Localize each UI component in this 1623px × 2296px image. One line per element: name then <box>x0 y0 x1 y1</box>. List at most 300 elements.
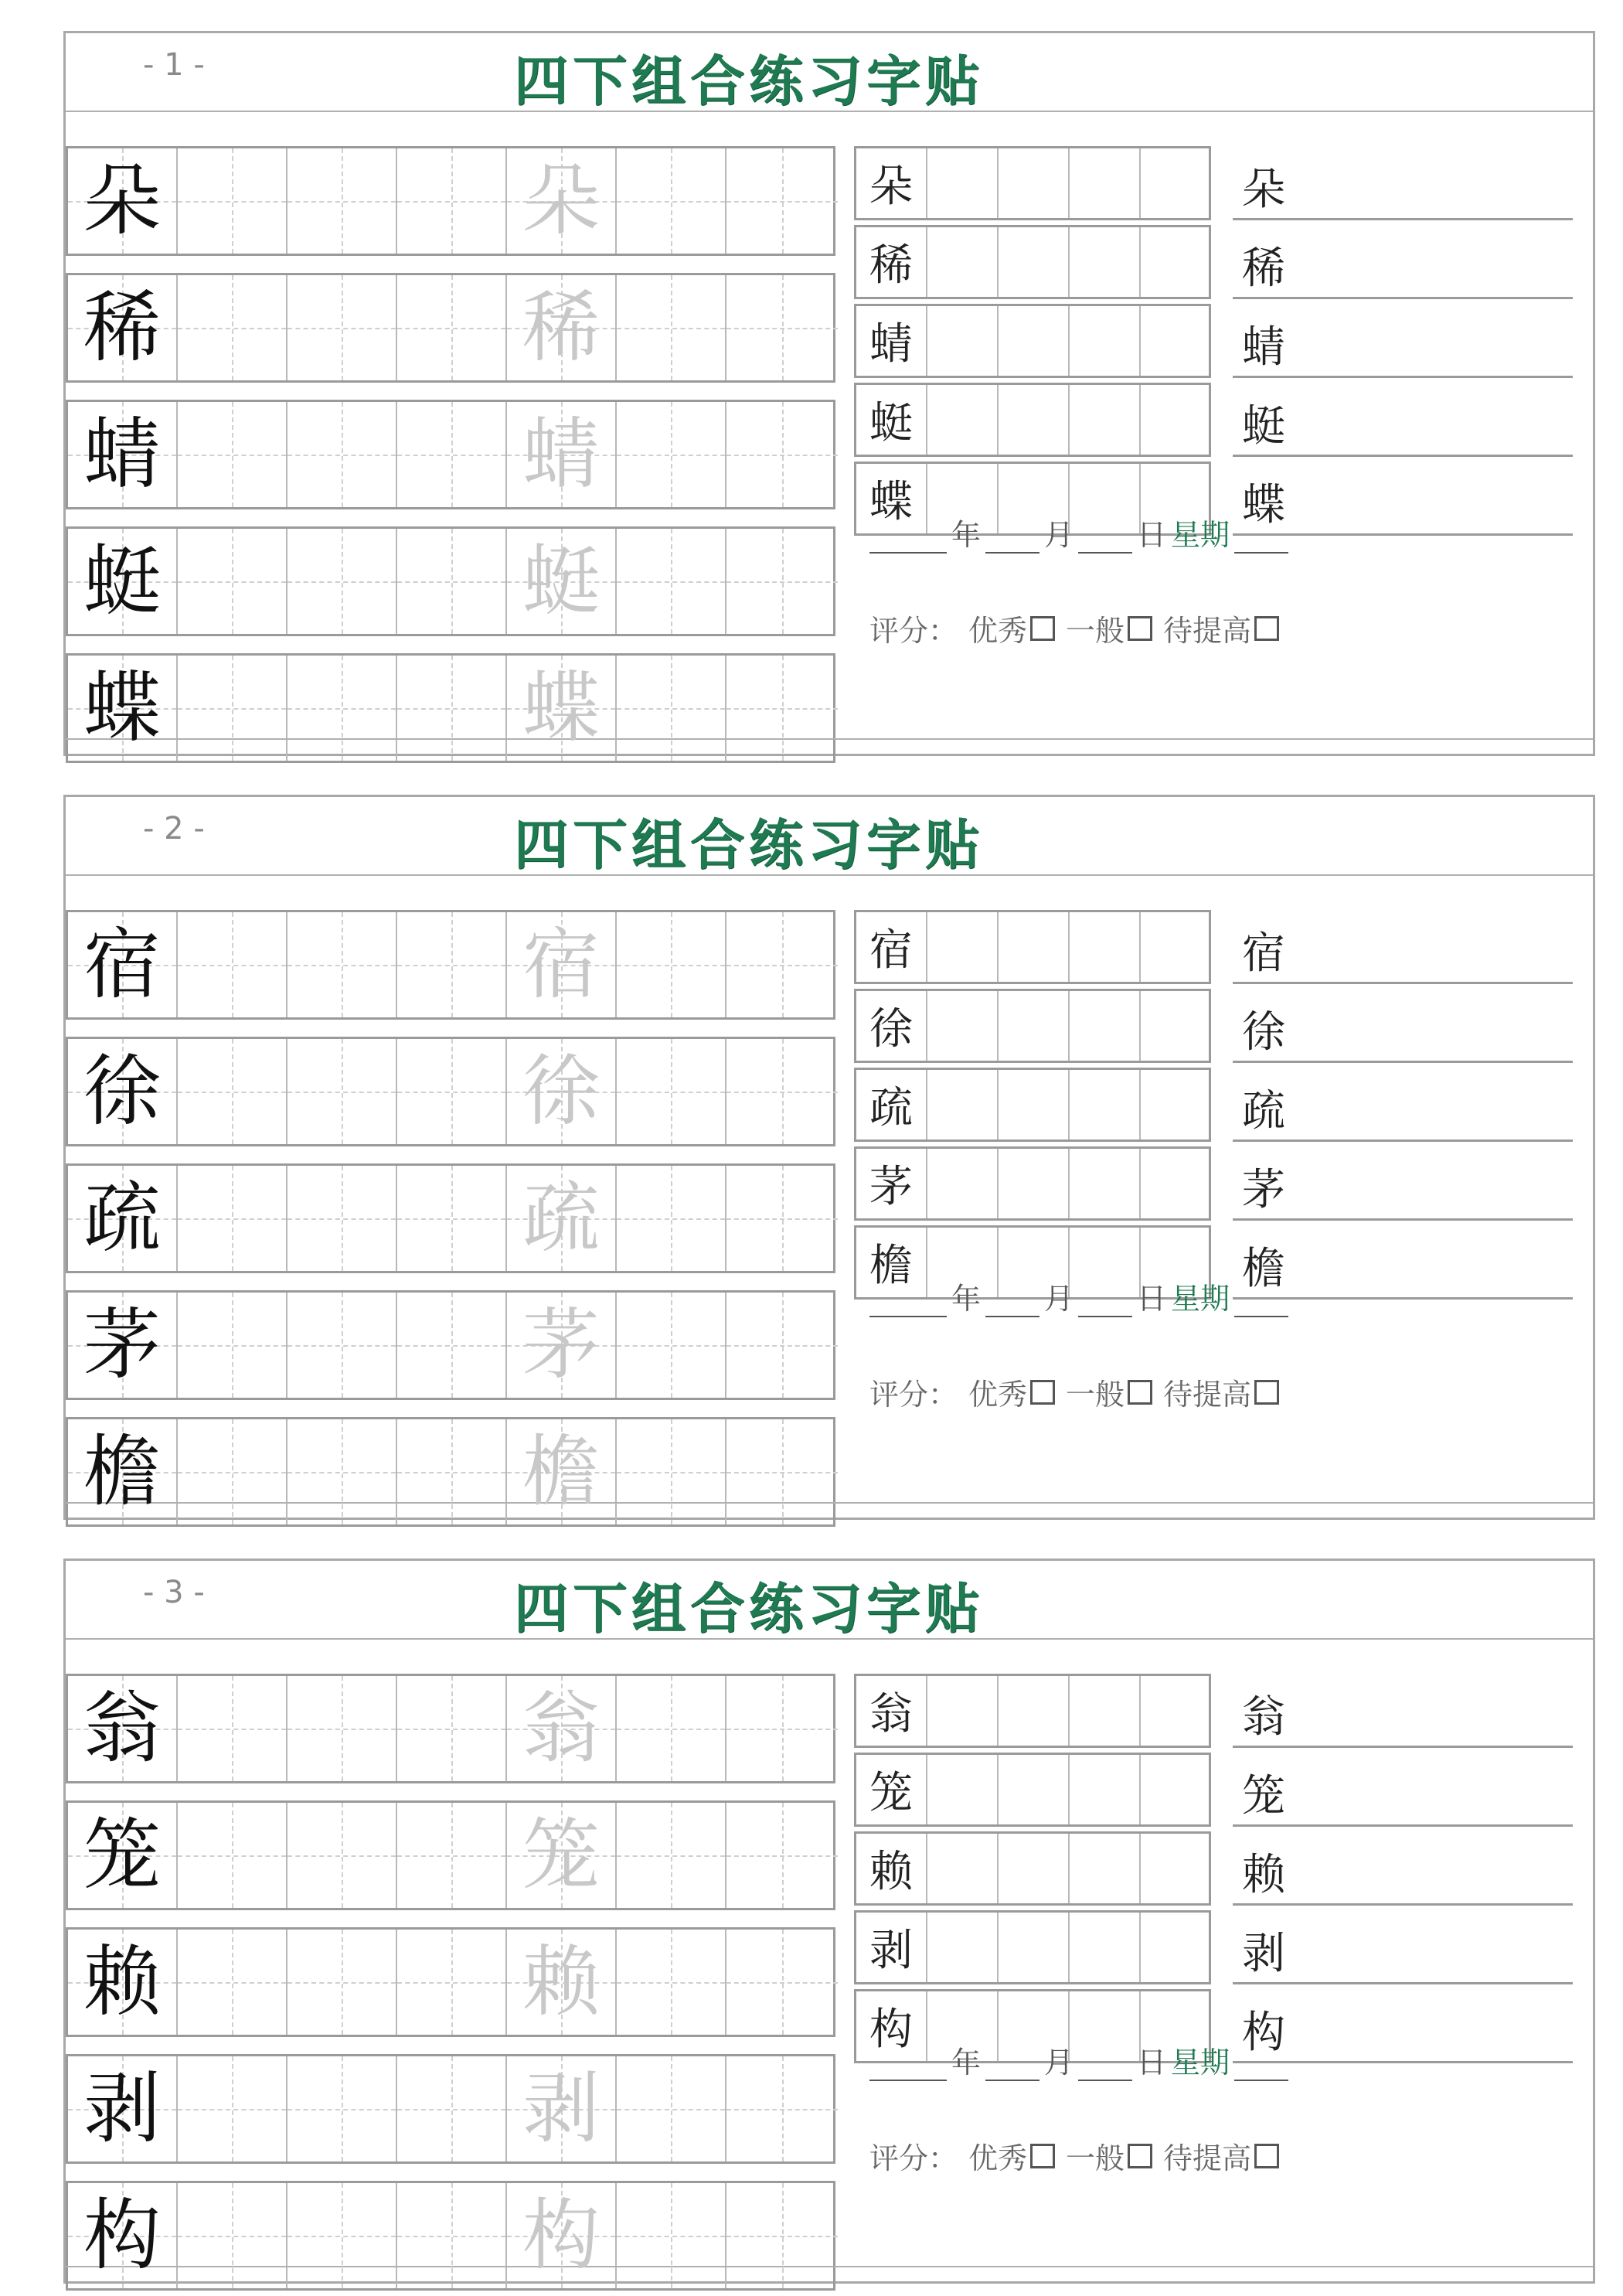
writing-cell[interactable] <box>617 1930 726 2035</box>
writing-cell[interactable] <box>288 402 397 507</box>
model-char: 剥 <box>83 2063 161 2154</box>
small-writing-cell[interactable] <box>927 991 999 1061</box>
model-char-cell <box>68 912 178 1017</box>
writing-cell[interactable] <box>617 1676 726 1781</box>
writing-cell[interactable] <box>397 275 507 380</box>
writing-cell[interactable] <box>726 912 838 1017</box>
copy-char: 蝶 <box>1242 480 1285 530</box>
small-writing-cell[interactable] <box>999 912 1070 982</box>
header-divider <box>66 874 1593 876</box>
rating-row <box>869 2134 1279 2177</box>
trace-char: 宿 <box>522 919 600 1010</box>
small-writing-cell[interactable] <box>1141 1149 1212 1218</box>
copy-char: 赖 <box>1242 1850 1285 1900</box>
writing-cell[interactable] <box>288 275 397 380</box>
small-writing-cell[interactable] <box>927 1834 999 1903</box>
model-char-cell <box>68 2056 178 2161</box>
small-writing-cell[interactable] <box>999 1149 1070 1218</box>
writing-cell[interactable] <box>397 2056 507 2161</box>
writing-cell[interactable] <box>617 148 726 254</box>
small-writing-cell[interactable] <box>1070 385 1141 455</box>
writing-cell[interactable] <box>726 275 838 380</box>
trace-char: 构 <box>522 2190 600 2281</box>
rating-option-average <box>1066 2134 1152 2177</box>
writing-cell[interactable] <box>288 2183 397 2288</box>
trace-char-cell <box>507 656 617 761</box>
trace-char: 疏 <box>522 1173 600 1263</box>
practice-sheet <box>63 31 1595 756</box>
writing-cell[interactable] <box>726 402 838 507</box>
model-char-cell <box>68 2183 178 2288</box>
model-char: 蜓 <box>83 536 161 626</box>
small-model-char: 剥 <box>869 1926 913 1976</box>
small-writing-cell[interactable] <box>1070 1676 1141 1746</box>
writing-cell[interactable] <box>397 1930 507 2035</box>
month-blank[interactable] <box>985 1285 1039 1317</box>
year-label: 年 <box>951 2046 982 2080</box>
copy-char: 疏 <box>1242 1086 1285 1136</box>
day-blank[interactable] <box>1078 521 1132 554</box>
writing-cell[interactable] <box>726 1930 838 2035</box>
checkbox-improve[interactable] <box>1254 1380 1279 1405</box>
model-char-cell <box>68 1930 178 2035</box>
writing-cell[interactable] <box>397 1676 507 1781</box>
trace-char-cell <box>507 1930 617 2035</box>
large-practice-row <box>66 1163 835 1273</box>
copy-char: 构 <box>1242 2008 1285 2058</box>
rating-label-average: 一般 <box>1066 614 1125 648</box>
rating-label-excellent: 优秀 <box>968 2141 1028 2175</box>
small-writing-cell[interactable] <box>1070 1755 1141 1824</box>
copy-line[interactable] <box>1233 146 1573 220</box>
copy-line[interactable] <box>1233 1831 1573 1906</box>
rating-prefix: 评分： <box>869 1378 958 1412</box>
model-char: 蜻 <box>83 409 161 499</box>
trace-char-cell <box>507 148 617 254</box>
writing-cell[interactable] <box>726 656 838 761</box>
writing-cell[interactable] <box>397 2183 507 2288</box>
trace-char: 蜻 <box>522 409 600 499</box>
small-writing-cell[interactable] <box>927 1755 999 1824</box>
date-line <box>869 511 1288 554</box>
trace-char-cell <box>507 1803 617 1908</box>
trace-char: 稀 <box>522 282 600 373</box>
writing-cell[interactable] <box>726 2183 838 2288</box>
small-writing-cell[interactable] <box>999 385 1070 455</box>
small-model-char: 构 <box>869 2005 913 2055</box>
copy-char: 茅 <box>1242 1165 1285 1215</box>
rating-label-improve: 待提高 <box>1163 1378 1252 1412</box>
rating-label-excellent: 优秀 <box>968 1378 1028 1412</box>
writing-cell[interactable] <box>288 912 397 1017</box>
small-writing-cell[interactable] <box>1141 912 1212 982</box>
writing-cell[interactable] <box>178 1803 288 1908</box>
page-number: - 2 - <box>143 811 205 847</box>
trace-char: 笼 <box>522 1810 600 1900</box>
small-writing-cell[interactable] <box>999 1070 1070 1139</box>
month-label: 月 <box>1044 2046 1074 2080</box>
model-char: 朵 <box>83 155 161 246</box>
copy-line[interactable] <box>1233 1910 1573 1984</box>
checkbox-excellent[interactable] <box>1030 2144 1055 2168</box>
writing-cell[interactable] <box>178 1166 288 1271</box>
model-char: 徐 <box>83 1046 161 1136</box>
copy-line[interactable] <box>1233 1674 1573 1748</box>
rating-row <box>869 607 1279 649</box>
writing-cell[interactable] <box>726 1293 838 1398</box>
trace-char-cell <box>507 275 617 380</box>
header-divider <box>66 111 1593 112</box>
writing-cell[interactable] <box>178 1039 288 1144</box>
weekday-label: 星期 <box>1171 2046 1230 2080</box>
writing-cell[interactable] <box>178 148 288 254</box>
small-writing-cell[interactable] <box>1070 306 1141 376</box>
writing-cell[interactable] <box>178 912 288 1017</box>
model-char-cell <box>68 1166 178 1271</box>
day-label: 日 <box>1137 518 1167 552</box>
small-writing-cell[interactable] <box>999 227 1070 297</box>
writing-cell[interactable] <box>178 656 288 761</box>
writing-cell[interactable] <box>178 2056 288 2161</box>
writing-cell[interactable] <box>288 2056 397 2161</box>
practice-sheet <box>63 1558 1595 2284</box>
small-practice-row <box>854 1146 1211 1221</box>
rating-option-excellent <box>968 607 1055 649</box>
large-practice-row <box>66 1674 835 1783</box>
small-writing-cell[interactable] <box>1070 148 1141 218</box>
checkbox-excellent[interactable] <box>1030 1380 1055 1405</box>
writing-cell[interactable] <box>726 1419 838 1524</box>
writing-cell[interactable] <box>397 1166 507 1271</box>
year-blank[interactable] <box>869 2049 947 2081</box>
copy-line[interactable] <box>1233 1146 1573 1221</box>
writing-cell[interactable] <box>288 1293 397 1398</box>
writing-cell[interactable] <box>617 529 726 634</box>
rating-label-excellent: 优秀 <box>968 614 1028 648</box>
copy-char: 蜻 <box>1242 322 1285 373</box>
copy-char: 稀 <box>1242 244 1285 294</box>
copy-char: 檐 <box>1242 1244 1285 1294</box>
small-model-cell <box>856 1149 927 1218</box>
writing-cell[interactable] <box>726 1039 838 1144</box>
writing-cell[interactable] <box>397 1803 507 1908</box>
large-practice-row <box>66 1037 835 1146</box>
model-char-cell <box>68 275 178 380</box>
small-practice-row <box>854 989 1211 1063</box>
small-practice-row <box>854 225 1211 299</box>
small-writing-cell[interactable] <box>999 991 1070 1061</box>
small-model-char: 蝶 <box>869 477 913 527</box>
trace-char: 赖 <box>522 1937 600 2027</box>
model-char: 笼 <box>83 1810 161 1900</box>
writing-cell[interactable] <box>726 148 838 254</box>
model-char-cell <box>68 1039 178 1144</box>
small-writing-cell[interactable] <box>1141 1913 1212 1982</box>
small-model-cell <box>856 227 927 297</box>
writing-cell[interactable] <box>288 656 397 761</box>
rating-option-excellent <box>968 1371 1055 1413</box>
small-model-cell <box>856 1070 927 1139</box>
writing-cell[interactable] <box>397 1293 507 1398</box>
writing-cell[interactable] <box>617 1039 726 1144</box>
writing-cell[interactable] <box>397 912 507 1017</box>
writing-cell[interactable] <box>617 2056 726 2161</box>
model-char: 翁 <box>83 1683 161 1773</box>
trace-char: 朵 <box>522 155 600 246</box>
model-char: 赖 <box>83 1937 161 2027</box>
year-label: 年 <box>951 1282 982 1316</box>
small-model-char: 茅 <box>869 1162 913 1212</box>
model-char: 茅 <box>83 1300 161 1390</box>
large-practice-row <box>66 1417 835 1527</box>
small-writing-cell[interactable] <box>1141 1755 1212 1824</box>
small-model-cell <box>856 991 927 1061</box>
small-practice-row <box>854 146 1211 220</box>
small-model-cell <box>856 1834 927 1903</box>
small-practice-row <box>854 1068 1211 1142</box>
small-writing-cell[interactable] <box>1141 991 1212 1061</box>
small-writing-cell[interactable] <box>927 306 999 376</box>
small-writing-cell[interactable] <box>1141 306 1212 376</box>
year-blank[interactable] <box>869 521 947 554</box>
small-writing-cell[interactable] <box>1070 912 1141 982</box>
small-writing-cell[interactable] <box>1070 227 1141 297</box>
copy-line[interactable] <box>1233 225 1573 299</box>
writing-cell[interactable] <box>288 1166 397 1271</box>
model-char-cell <box>68 656 178 761</box>
rating-option-average <box>1066 607 1152 649</box>
copy-char: 宿 <box>1242 928 1285 979</box>
writing-cell[interactable] <box>617 275 726 380</box>
small-writing-cell[interactable] <box>1070 1834 1141 1903</box>
header-divider <box>66 1638 1593 1640</box>
checkbox-average[interactable] <box>1128 2144 1152 2168</box>
writing-cell[interactable] <box>288 1676 397 1781</box>
month-label: 月 <box>1044 518 1074 552</box>
model-char: 稀 <box>83 282 161 373</box>
copy-line[interactable] <box>1233 1753 1573 1827</box>
writing-cell[interactable] <box>288 1803 397 1908</box>
small-writing-cell[interactable] <box>999 1913 1070 1982</box>
small-writing-cell[interactable] <box>927 1070 999 1139</box>
small-writing-cell[interactable] <box>1141 1834 1212 1903</box>
weekday-blank[interactable] <box>1234 2049 1288 2081</box>
small-writing-cell[interactable] <box>1141 1676 1212 1746</box>
large-practice-row <box>66 400 835 509</box>
sheet-title: 四下组合练习字贴 <box>514 813 984 877</box>
small-writing-cell[interactable] <box>1070 991 1141 1061</box>
small-model-char: 稀 <box>869 240 913 291</box>
small-model-cell <box>856 148 927 218</box>
small-writing-cell[interactable] <box>927 1676 999 1746</box>
small-writing-cell[interactable] <box>999 148 1070 218</box>
small-model-char: 蜓 <box>869 398 913 448</box>
rating-prefix: 评分： <box>869 614 958 648</box>
footer-divider <box>66 738 1593 740</box>
writing-cell[interactable] <box>617 656 726 761</box>
small-model-cell <box>856 1676 927 1746</box>
model-char-cell <box>68 1293 178 1398</box>
writing-cell[interactable] <box>617 1166 726 1271</box>
writing-cell[interactable] <box>288 1419 397 1524</box>
small-writing-cell[interactable] <box>1141 1070 1212 1139</box>
rating-option-improve <box>1163 607 1279 649</box>
writing-cell[interactable] <box>617 402 726 507</box>
small-writing-cell[interactable] <box>999 306 1070 376</box>
rating-row <box>869 1371 1279 1413</box>
small-practice-row <box>854 1831 1211 1906</box>
small-writing-cell[interactable] <box>1141 148 1212 218</box>
writing-cell[interactable] <box>288 148 397 254</box>
weekday-label: 星期 <box>1171 1282 1230 1316</box>
large-practice-row <box>66 273 835 383</box>
trace-char: 剥 <box>522 2063 600 2154</box>
checkbox-improve[interactable] <box>1254 616 1279 641</box>
month-blank[interactable] <box>985 521 1039 554</box>
trace-char-cell <box>507 1039 617 1144</box>
small-writing-cell[interactable] <box>999 1755 1070 1824</box>
trace-char-cell <box>507 1419 617 1524</box>
writing-cell[interactable] <box>617 2183 726 2288</box>
copy-char: 徐 <box>1242 1007 1285 1058</box>
model-char-cell <box>68 1803 178 1908</box>
copy-line[interactable] <box>1233 989 1573 1063</box>
writing-cell[interactable] <box>617 1419 726 1524</box>
small-writing-cell[interactable] <box>999 1676 1070 1746</box>
small-writing-cell[interactable] <box>927 385 999 455</box>
small-model-char: 翁 <box>869 1689 913 1739</box>
writing-cell[interactable] <box>726 1803 838 1908</box>
small-model-char: 笼 <box>869 1768 913 1818</box>
small-writing-cell[interactable] <box>1070 1070 1141 1139</box>
trace-char-cell <box>507 912 617 1017</box>
writing-cell[interactable] <box>726 1676 838 1781</box>
small-practice-row <box>854 383 1211 457</box>
small-model-cell <box>856 385 927 455</box>
year-blank[interactable] <box>869 1285 947 1317</box>
copy-char: 翁 <box>1242 1692 1285 1742</box>
writing-cell[interactable] <box>178 402 288 507</box>
trace-char: 徐 <box>522 1046 600 1136</box>
small-model-char: 宿 <box>869 925 913 976</box>
trace-char-cell <box>507 1166 617 1271</box>
day-blank[interactable] <box>1078 2049 1132 2081</box>
writing-cell[interactable] <box>288 529 397 634</box>
writing-cell[interactable] <box>397 1419 507 1524</box>
small-model-cell <box>856 912 927 982</box>
large-practice-row <box>66 1800 835 1910</box>
copy-line[interactable] <box>1233 910 1573 984</box>
writing-cell[interactable] <box>617 1803 726 1908</box>
large-practice-row <box>66 2054 835 2164</box>
writing-cell[interactable] <box>726 529 838 634</box>
large-practice-row <box>66 910 835 1020</box>
copy-line[interactable] <box>1233 1068 1573 1142</box>
small-writing-cell[interactable] <box>999 1834 1070 1903</box>
month-blank[interactable] <box>985 2049 1039 2081</box>
copy-char: 剥 <box>1242 1929 1285 1979</box>
writing-cell[interactable] <box>178 275 288 380</box>
copy-line[interactable] <box>1233 383 1573 457</box>
writing-cell[interactable] <box>617 912 726 1017</box>
rating-option-improve <box>1163 2134 1279 2177</box>
trace-char-cell <box>507 529 617 634</box>
checkbox-average[interactable] <box>1128 616 1152 641</box>
day-blank[interactable] <box>1078 1285 1132 1317</box>
writing-cell[interactable] <box>288 1039 397 1144</box>
writing-cell[interactable] <box>397 148 507 254</box>
small-model-char: 徐 <box>869 1004 913 1054</box>
small-model-char: 檐 <box>869 1241 913 1291</box>
checkbox-excellent[interactable] <box>1030 616 1055 641</box>
large-practice-row <box>66 1927 835 2037</box>
model-char-cell <box>68 1676 178 1781</box>
writing-cell[interactable] <box>397 1039 507 1144</box>
trace-char-cell <box>507 2056 617 2161</box>
copy-line[interactable] <box>1233 304 1573 378</box>
trace-char-cell <box>507 2183 617 2288</box>
large-practice-row <box>66 2181 835 2291</box>
writing-cell[interactable] <box>397 402 507 507</box>
checkbox-improve[interactable] <box>1254 2144 1279 2168</box>
rating-label-average: 一般 <box>1066 1378 1125 1412</box>
rating-option-improve <box>1163 1371 1279 1413</box>
small-model-char: 赖 <box>869 1847 913 1897</box>
trace-char: 翁 <box>522 1683 600 1773</box>
sheet-title: 四下组合练习字贴 <box>514 1577 984 1640</box>
copy-char: 笼 <box>1242 1771 1285 1821</box>
writing-cell[interactable] <box>178 529 288 634</box>
writing-cell[interactable] <box>397 656 507 761</box>
weekday-blank[interactable] <box>1234 1285 1288 1317</box>
small-practice-row <box>854 1674 1211 1748</box>
writing-cell[interactable] <box>397 529 507 634</box>
weekday-blank[interactable] <box>1234 521 1288 554</box>
checkbox-average[interactable] <box>1128 1380 1152 1405</box>
small-writing-cell[interactable] <box>927 1149 999 1218</box>
writing-cell[interactable] <box>178 2183 288 2288</box>
small-writing-cell[interactable] <box>927 227 999 297</box>
small-model-char: 疏 <box>869 1083 913 1133</box>
trace-char-cell <box>507 1676 617 1781</box>
small-writing-cell[interactable] <box>927 912 999 982</box>
writing-cell[interactable] <box>178 1419 288 1524</box>
writing-cell[interactable] <box>178 1930 288 2035</box>
month-label: 月 <box>1044 1282 1074 1316</box>
trace-char: 蜓 <box>522 536 600 626</box>
writing-cell[interactable] <box>178 1676 288 1781</box>
writing-cell[interactable] <box>178 1293 288 1398</box>
small-writing-cell[interactable] <box>1070 1913 1141 1982</box>
writing-cell[interactable] <box>726 1166 838 1271</box>
rating-prefix: 评分： <box>869 2141 958 2175</box>
small-writing-cell[interactable] <box>927 1913 999 1982</box>
small-writing-cell[interactable] <box>1141 227 1212 297</box>
trace-char: 檐 <box>522 1426 600 1517</box>
small-writing-cell[interactable] <box>1070 1149 1141 1218</box>
model-char: 檐 <box>83 1426 161 1517</box>
model-char: 疏 <box>83 1173 161 1263</box>
model-char: 构 <box>83 2190 161 2281</box>
small-writing-cell[interactable] <box>1141 385 1212 455</box>
practice-sheet <box>63 795 1595 1520</box>
writing-cell[interactable] <box>726 2056 838 2161</box>
model-char: 宿 <box>83 919 161 1010</box>
writing-cell[interactable] <box>288 1930 397 2035</box>
writing-cell[interactable] <box>617 1293 726 1398</box>
small-writing-cell[interactable] <box>927 148 999 218</box>
copy-char: 蜓 <box>1242 401 1285 451</box>
